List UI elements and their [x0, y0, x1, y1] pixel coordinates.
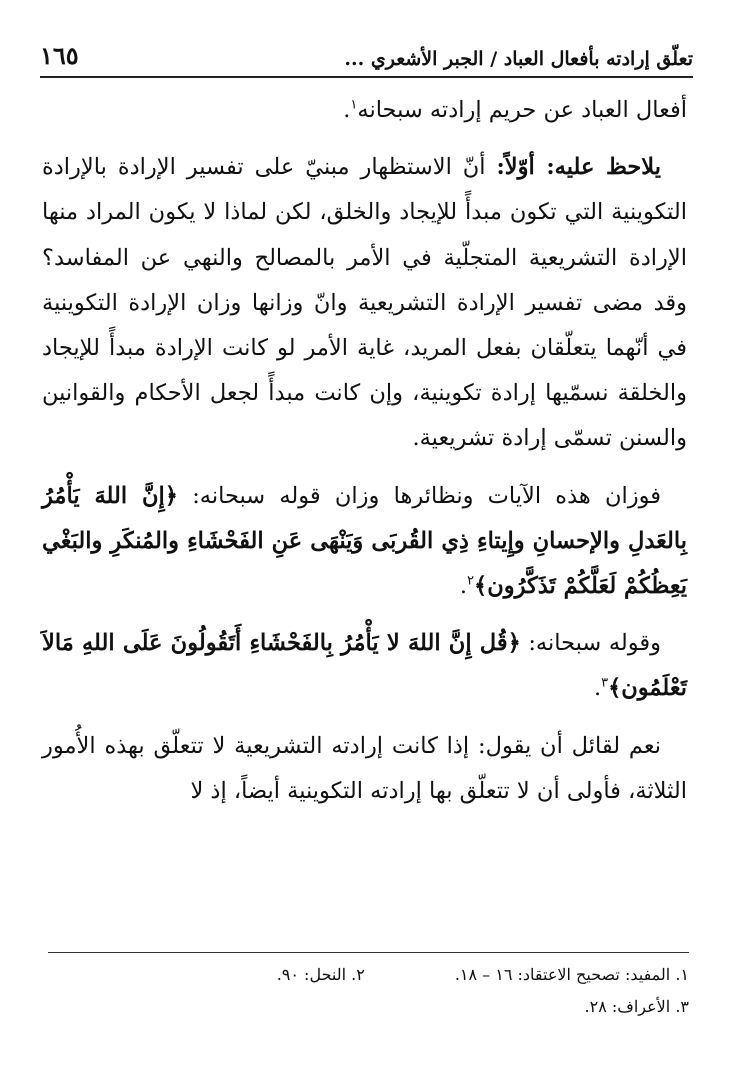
paragraph-5	[42, 724, 687, 814]
paragraph-5-text: نعم لقائل أن يقول: إذا كانت إرادته التشريعية لا تتعلّق بهذه الأُمور الثلاثة، فأولى أن لا تتعلّق بها إرادته التكوينية أيضاً، إذ لا	[42, 732, 687, 804]
running-title: تعلّق إرادته بأفعال العباد / الجبر الأشعري ...	[344, 48, 693, 70]
page-body	[42, 88, 687, 826]
paragraph-4: وقوله سبحانه: ﴿قُل إِنَّ اللهَ لا يَأْمُرُ بِالفَحْشَاءِ أَتَقُولُونَ عَلَى اللهِ مَالاَ تَعْلَمُون﴾$^٣$.	[42, 630, 687, 702]
page-header	[40, 22, 693, 78]
paragraph-2-text: أنّ الاستظهار مبنيّ على تفسير الإرادة بالإرادة التكوينية التي تكون مبدأً للإيجاد والخلق، لكن لماذا لا يكون المراد منها الإرادة التشريعية المتجلّية في الأمر بالمصالح والنهي عن المفاسد؟ وقد مضى تفسير الإرادة التشريعية وانّ وزانها وزان الإرادة التكوينية في أنّهما يتعلّقان بفعل المريد، غاية الأمر لو كانت الإرادة مبدأً للإيجاد والخلقة نسمّيها إرادة تكوينية، وإن كانت مبدأً لجعل الأحكام والقوانين والسنن تسمّى إرادة تشريعية.	[42, 154, 687, 452]
quran-verse-2: ﴿قُل إِنَّ اللهَ لا يَأْمُرُ بِالفَحْشَاءِ أَتَقُولُونَ عَلَى اللهِ مَالاَ تَعْلَمُون﴾	[42, 630, 687, 702]
paragraph-1-text: أفعال العباد عن حريم إرادته سبحانه	[357, 97, 687, 123]
paragraph-1: أفعال العباد عن حريم إرادته سبحانه$^١$.	[343, 97, 687, 123]
footnote-ref-3: ٣	[601, 675, 609, 691]
paragraph-3: فوزان هذه الآيات ونظائرها وزان قوله سبحانه: ﴿إِنَّ اللهَ يَأْمُرُ بِالعَدلِ والإحسانِ وإِيتاءِ ذِي القُربَى وَيَنْهَى عَنِ الفَحْشَاءِ والمُنكَرِ والبَغْي يَعِظُكُمْ لَعَلَّكُمْ تَذَكَّرُون﴾$^٢$.	[42, 482, 687, 600]
paragraph-3-intro: فوزان هذه الآيات ونظائرها وزان قوله سبحانه:	[177, 482, 662, 509]
quran-verse-1: ﴿إِنَّ اللهَ يَأْمُرُ بِالعَدلِ والإحسانِ وإِيتاءِ ذِي القُربَى وَيَنْهَى عَنِ الفَحْشَاءِ والمُنكَرِ والبَغْي يَعِظُكُمْ لَعَلَّكُمْ تَذَكَّرُون﴾	[42, 482, 687, 600]
page-number: ١٦٥	[40, 41, 79, 70]
footnote-ref-2: ٢	[467, 573, 475, 589]
footnote-ref-1: ١	[350, 97, 358, 113]
footnote-3: ٣. الأعراف: ٢٨.	[584, 997, 689, 1016]
paragraph-2-lead: يلاحظ عليه: أوّلاً:	[496, 154, 661, 181]
footnote-2: ٢. النحل: ٩٠.	[276, 965, 365, 984]
footnote-row	[48, 959, 689, 991]
paragraph-2	[42, 145, 687, 461]
footnote-1: ١. المفيد: تصحيح الاعتقاد: ١٦ – ١٨.	[454, 965, 689, 984]
paragraph-4-intro: وقوله سبحانه:	[520, 630, 661, 657]
footnotes	[48, 952, 689, 1023]
